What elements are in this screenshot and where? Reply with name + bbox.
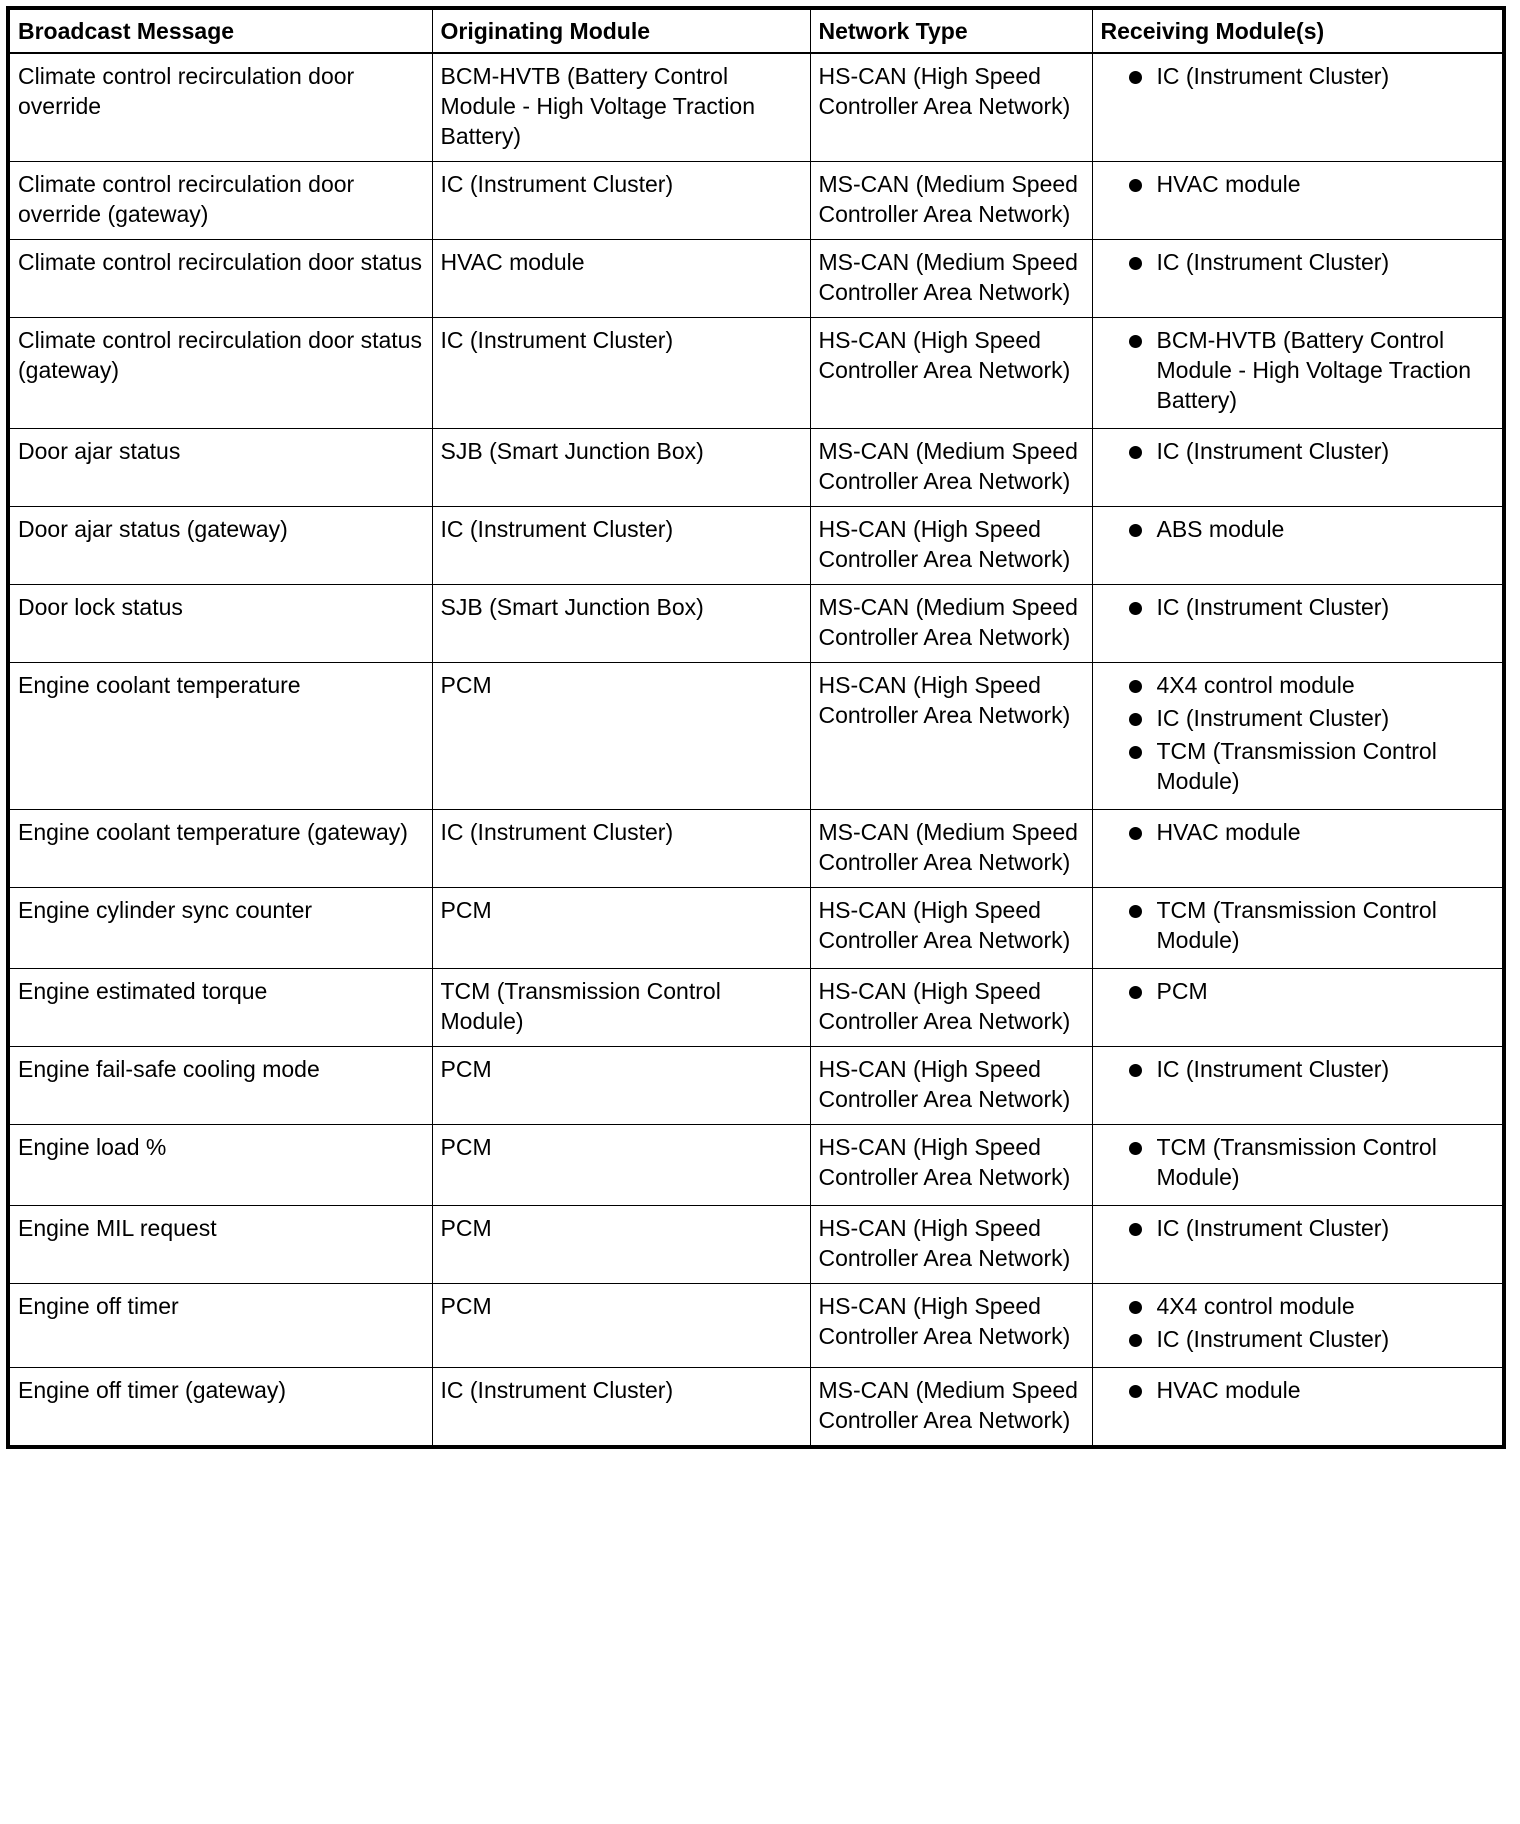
cell-broadcast-message: Engine fail-safe cooling mode [8, 1047, 432, 1125]
receiver-item: 4X4 control module [1101, 670, 1495, 700]
cell-receiving-modules [1092, 585, 1504, 663]
cell-network-type: HS-CAN (High Speed Controller Area Network) [810, 1047, 1092, 1125]
broadcast-message-table [6, 6, 1506, 1449]
receiver-list [1101, 1291, 1495, 1354]
cell-originating-module: IC (Instrument Cluster) [432, 318, 810, 429]
receiver-item: IC (Instrument Cluster) [1101, 1324, 1495, 1354]
receiver-item: IC (Instrument Cluster) [1101, 703, 1495, 733]
cell-originating-module: SJB (Smart Junction Box) [432, 429, 810, 507]
receiver-item: IC (Instrument Cluster) [1101, 436, 1495, 466]
cell-broadcast-message: Engine off timer [8, 1284, 432, 1368]
table-row [8, 1047, 1504, 1125]
cell-originating-module: PCM [432, 1047, 810, 1125]
cell-network-type: HS-CAN (High Speed Controller Area Network) [810, 663, 1092, 810]
cell-receiving-modules [1092, 429, 1504, 507]
table-row [8, 1125, 1504, 1206]
cell-receiving-modules [1092, 1125, 1504, 1206]
receiver-list [1101, 436, 1495, 466]
receiver-list [1101, 169, 1495, 199]
cell-network-type: HS-CAN (High Speed Controller Area Network) [810, 969, 1092, 1047]
cell-network-type: MS-CAN (Medium Speed Controller Area Network) [810, 1368, 1092, 1448]
cell-broadcast-message: Climate control recirculation door status (gateway) [8, 318, 432, 429]
cell-receiving-modules [1092, 53, 1504, 162]
table-row [8, 318, 1504, 429]
cell-network-type: MS-CAN (Medium Speed Controller Area Network) [810, 429, 1092, 507]
cell-broadcast-message: Climate control recirculation door status [8, 240, 432, 318]
cell-receiving-modules [1092, 969, 1504, 1047]
table-row [8, 162, 1504, 240]
table-row [8, 663, 1504, 810]
cell-receiving-modules [1092, 507, 1504, 585]
cell-originating-module: PCM [432, 888, 810, 969]
receiver-list [1101, 817, 1495, 847]
cell-receiving-modules [1092, 1284, 1504, 1368]
cell-originating-module: IC (Instrument Cluster) [432, 507, 810, 585]
table-row [8, 1284, 1504, 1368]
cell-receiving-modules [1092, 1368, 1504, 1448]
cell-network-type: MS-CAN (Medium Speed Controller Area Network) [810, 162, 1092, 240]
cell-broadcast-message: Engine off timer (gateway) [8, 1368, 432, 1448]
cell-network-type: HS-CAN (High Speed Controller Area Network) [810, 888, 1092, 969]
table-row [8, 585, 1504, 663]
receiver-item: TCM (Transmission Control Module) [1101, 736, 1495, 796]
receiver-item: IC (Instrument Cluster) [1101, 61, 1495, 91]
cell-broadcast-message: Climate control recirculation door override [8, 53, 432, 162]
cell-originating-module: PCM [432, 663, 810, 810]
cell-broadcast-message: Climate control recirculation door override (gateway) [8, 162, 432, 240]
receiver-list [1101, 1213, 1495, 1243]
table-row [8, 53, 1504, 162]
cell-broadcast-message: Engine cylinder sync counter [8, 888, 432, 969]
receiver-list [1101, 1132, 1495, 1192]
receiver-item: TCM (Transmission Control Module) [1101, 1132, 1495, 1192]
cell-network-type: HS-CAN (High Speed Controller Area Network) [810, 1284, 1092, 1368]
cell-network-type: MS-CAN (Medium Speed Controller Area Network) [810, 585, 1092, 663]
header-receiving-modules: Receiving Module(s) [1092, 8, 1504, 53]
cell-broadcast-message: Engine coolant temperature [8, 663, 432, 810]
cell-receiving-modules [1092, 318, 1504, 429]
cell-receiving-modules [1092, 888, 1504, 969]
cell-broadcast-message: Engine MIL request [8, 1206, 432, 1284]
receiver-item: HVAC module [1101, 817, 1495, 847]
cell-broadcast-message: Door ajar status (gateway) [8, 507, 432, 585]
cell-broadcast-message: Door ajar status [8, 429, 432, 507]
table-row [8, 429, 1504, 507]
cell-receiving-modules [1092, 162, 1504, 240]
cell-network-type: MS-CAN (Medium Speed Controller Area Network) [810, 810, 1092, 888]
receiver-item: HVAC module [1101, 1375, 1495, 1405]
receiver-item: 4X4 control module [1101, 1291, 1495, 1321]
receiver-item: IC (Instrument Cluster) [1101, 247, 1495, 277]
table-row [8, 1368, 1504, 1448]
cell-originating-module: IC (Instrument Cluster) [432, 1368, 810, 1448]
cell-originating-module: PCM [432, 1125, 810, 1206]
cell-originating-module: PCM [432, 1284, 810, 1368]
receiver-list [1101, 976, 1495, 1006]
table-row [8, 507, 1504, 585]
receiver-list [1101, 514, 1495, 544]
receiver-list [1101, 670, 1495, 796]
cell-originating-module: TCM (Transmission Control Module) [432, 969, 810, 1047]
cell-network-type: HS-CAN (High Speed Controller Area Network) [810, 53, 1092, 162]
table-row [8, 969, 1504, 1047]
cell-receiving-modules [1092, 1206, 1504, 1284]
receiver-list [1101, 1375, 1495, 1405]
cell-broadcast-message: Door lock status [8, 585, 432, 663]
receiver-item: HVAC module [1101, 169, 1495, 199]
cell-network-type: HS-CAN (High Speed Controller Area Network) [810, 1125, 1092, 1206]
receiver-item: ABS module [1101, 514, 1495, 544]
cell-receiving-modules [1092, 810, 1504, 888]
cell-network-type: HS-CAN (High Speed Controller Area Network) [810, 507, 1092, 585]
table-row [8, 1206, 1504, 1284]
cell-broadcast-message: Engine load % [8, 1125, 432, 1206]
receiver-item: IC (Instrument Cluster) [1101, 1213, 1495, 1243]
cell-originating-module: HVAC module [432, 240, 810, 318]
receiver-list [1101, 1054, 1495, 1084]
receiver-list [1101, 61, 1495, 91]
header-row [8, 8, 1504, 53]
cell-broadcast-message: Engine estimated torque [8, 969, 432, 1047]
cell-originating-module: IC (Instrument Cluster) [432, 162, 810, 240]
cell-network-type: MS-CAN (Medium Speed Controller Area Network) [810, 240, 1092, 318]
receiver-item: BCM-HVTB (Battery Control Module - High Voltage Traction Battery) [1101, 325, 1495, 415]
receiver-list [1101, 325, 1495, 415]
table-row [8, 810, 1504, 888]
table-row [8, 888, 1504, 969]
cell-network-type: HS-CAN (High Speed Controller Area Network) [810, 1206, 1092, 1284]
header-broadcast-message: Broadcast Message [8, 8, 432, 53]
cell-originating-module: PCM [432, 1206, 810, 1284]
receiver-item: TCM (Transmission Control Module) [1101, 895, 1495, 955]
receiver-item: IC (Instrument Cluster) [1101, 592, 1495, 622]
receiver-list [1101, 895, 1495, 955]
cell-receiving-modules [1092, 240, 1504, 318]
cell-originating-module: IC (Instrument Cluster) [432, 810, 810, 888]
cell-receiving-modules [1092, 1047, 1504, 1125]
receiver-list [1101, 592, 1495, 622]
header-originating-module: Originating Module [432, 8, 810, 53]
receiver-item: PCM [1101, 976, 1495, 1006]
header-network-type: Network Type [810, 8, 1092, 53]
cell-broadcast-message: Engine coolant temperature (gateway) [8, 810, 432, 888]
cell-originating-module: SJB (Smart Junction Box) [432, 585, 810, 663]
receiver-item: IC (Instrument Cluster) [1101, 1054, 1495, 1084]
table-row [8, 240, 1504, 318]
cell-network-type: HS-CAN (High Speed Controller Area Network) [810, 318, 1092, 429]
receiver-list [1101, 247, 1495, 277]
cell-originating-module: BCM-HVTB (Battery Control Module - High Voltage Traction Battery) [432, 53, 810, 162]
cell-receiving-modules [1092, 663, 1504, 810]
